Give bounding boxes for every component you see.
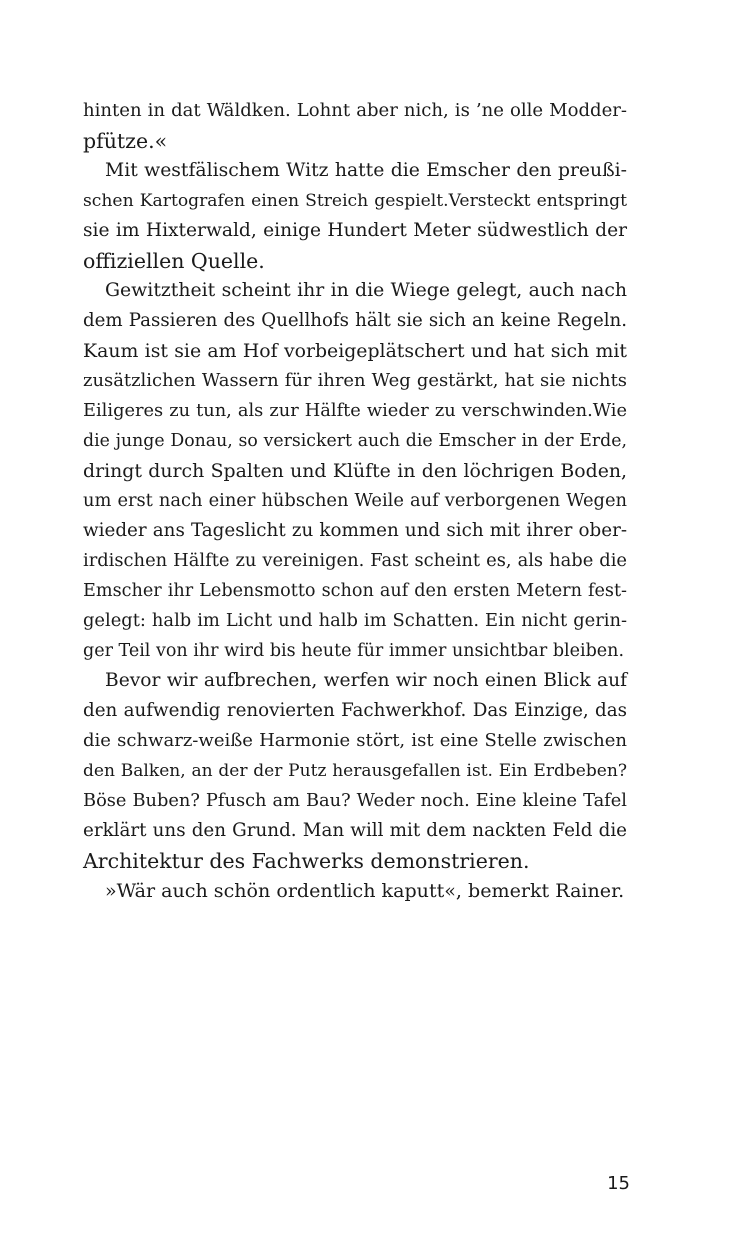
text-line: Böse Buben? Pfusch am Bau? Weder noch. Eine kleine Tafel <box>83 790 627 811</box>
text-line: um erst nach einer hübschen Weile auf verborgenen Wegen <box>83 490 627 511</box>
text-line: offiziellen Quelle. <box>83 249 265 273</box>
text-line: die schwarz-weiße Harmonie stört, ist eine Stelle zwischen <box>83 730 627 751</box>
text-line: den Balken, an der der Putz herausgefallen ist. Ein Erdbeben? <box>83 761 627 781</box>
text-line: dem Passieren des Quellhofs hält sie sich an keine Regeln. <box>83 310 627 331</box>
body-text <box>83 96 627 906</box>
text-line: gelegt: halb im Licht und halb im Schatten. Ein nicht gerin- <box>83 610 627 631</box>
text-line: den aufwendig renovierten Fachwerkhof. Das Einzige, das <box>83 700 627 721</box>
text-line: die junge Donau, so versickert auch die Emscher in der Erde, <box>83 431 627 451</box>
text-line: wieder ans Tageslicht zu kommen und sich mit ihrer ober- <box>83 520 627 541</box>
text-line: Architektur des Fachwerks demonstrieren. <box>83 849 530 873</box>
text-line: schen Kartografen einen Streich gespielt.Versteckt entspringt <box>83 191 627 211</box>
page-number: 15 <box>607 1173 630 1194</box>
text-line: sie im Hixterwald, einige Hundert Meter südwestlich der <box>83 220 627 241</box>
text-line: zusätzlichen Wassern für ihren Weg gestärkt, hat sie nichts <box>83 370 627 391</box>
text-line: erklärt uns den Grund. Man will mit dem nackten Feld die <box>83 820 627 841</box>
text-line: Bevor wir aufbrechen, werfen wir noch einen Blick auf <box>105 670 627 691</box>
text-line: ger Teil von ihr wird bis heute für immer unsichtbar bleiben. <box>83 641 625 661</box>
text-line: dringt durch Spalten und Klüfte in den löchrigen Boden, <box>83 460 627 482</box>
text-line: irdischen Hälfte zu vereinigen. Fast scheint es, als habe die <box>83 550 627 571</box>
text-line: Kaum ist sie am Hof vorbeigeplätschert und hat sich mit <box>83 340 627 362</box>
text-line: Mit westfälischem Witz hatte die Emscher den preußi- <box>105 160 627 181</box>
text-line: hinten in dat Wäldken. Lohnt aber nich, is ’ne olle Modder- <box>83 100 627 121</box>
text-line: pfütze.« <box>83 129 168 153</box>
text-line: Emscher ihr Lebensmotto schon auf den ersten Metern fest- <box>83 581 627 601</box>
text-line: »Wär auch schön ordentlich kaputt«, bemerkt Rainer. <box>105 880 625 902</box>
text-line: Gewitztheit scheint ihr in die Wiege gelegt, auch nach <box>105 280 627 301</box>
text-line: Eiligeres zu tun, als zur Hälfte wieder zu verschwinden.Wie <box>83 400 627 421</box>
